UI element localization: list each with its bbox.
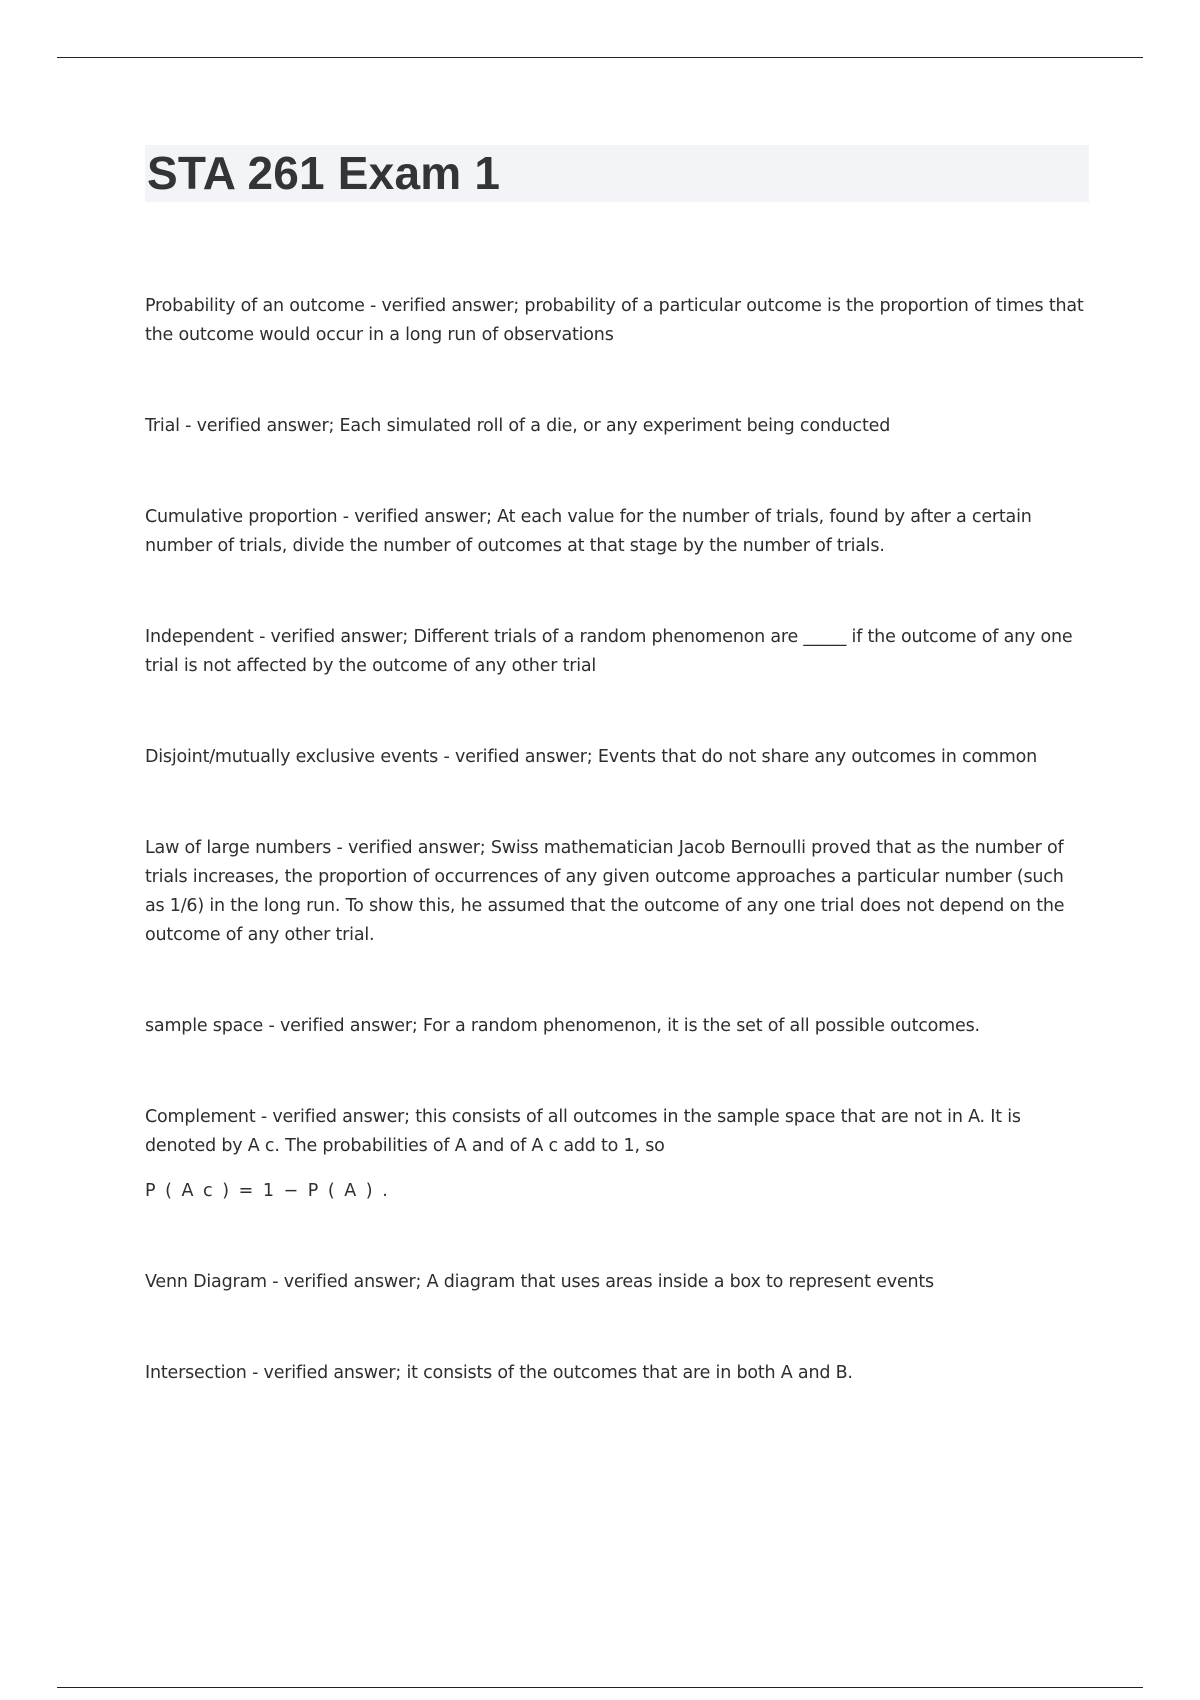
top-rule <box>57 57 1143 58</box>
qa-entry-venn-diagram: Venn Diagram - verified answer; A diagram that uses areas inside a box to represent events <box>145 1272 934 1292</box>
title-banner <box>145 145 1089 202</box>
qa-entry-cumulative-proportion: Cumulative proportion - verified answer; At each value for the number of trials, found by after a certain number of trials, divide the number of outcomes at that stage by the number of trials. <box>145 507 1032 556</box>
qa-entry-disjoint-events: Disjoint/mutually exclusive events - verified answer; Events that do not share any outcomes in common <box>145 747 1037 767</box>
qa-entry-sample-space: sample space - verified answer; For a random phenomenon, it is the set of all possible outcomes. <box>145 1016 980 1036</box>
page-title: STA 261 Exam 1 <box>147 147 501 199</box>
qa-entry-intersection: Intersection - verified answer; it consists of the outcomes that are in both A and B. <box>145 1363 853 1383</box>
qa-entry-complement: Complement - verified answer; this consists of all outcomes in the sample space that are not in A. It is denoted by A c. The probabilities of A and of A c add to 1, so <box>145 1107 1021 1156</box>
complement-formula: P ( A c ) = 1 − P ( A ) . <box>145 1181 389 1201</box>
bottom-rule <box>57 1687 1143 1688</box>
qa-entry-trial: Trial - verified answer; Each simulated roll of a die, or any experiment being conducted <box>145 416 891 436</box>
qa-entry-probability-of-outcome: Probability of an outcome - verified answer; probability of a particular outcome is the proportion of times that the outcome would occur in a long run of observations <box>145 296 1084 345</box>
qa-list <box>145 292 1085 1388</box>
qa-entry-independent: Independent - verified answer; Different trials of a random phenomenon are _____ if the outcome of any one trial is not affected by the outcome of any other trial <box>145 627 1073 676</box>
qa-entry-law-of-large-numbers: Law of large numbers - verified answer; Swiss mathematician Jacob Bernoulli proved that as the number of trials increases, the proportion of occurrences of any given outcome approaches a particular number (such as 1/6) in the long run. To show this, he assumed that the outcome of any one trial does not depend on the outcome of any other trial. <box>145 838 1065 945</box>
